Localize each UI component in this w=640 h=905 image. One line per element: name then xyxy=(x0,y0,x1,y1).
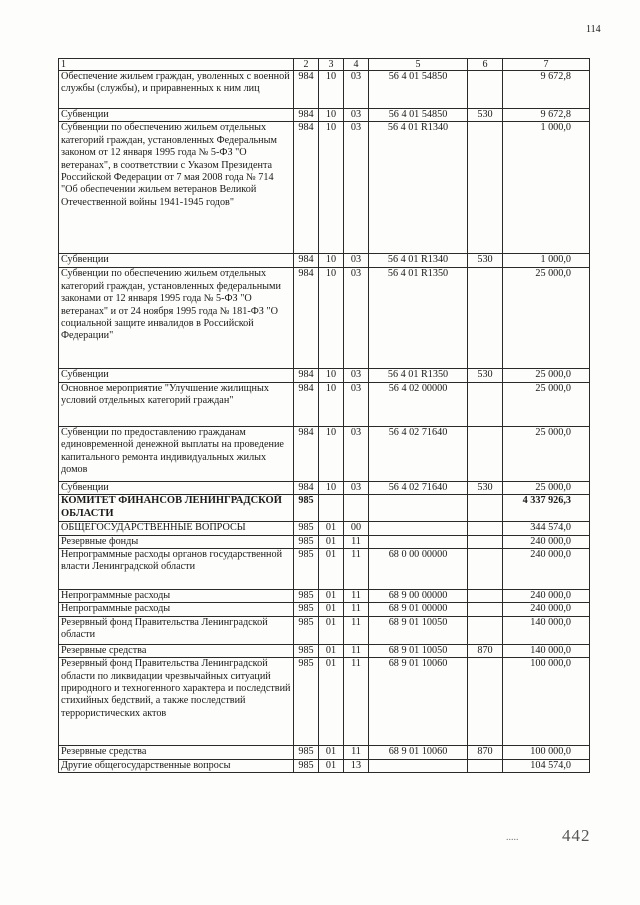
cell-vr xyxy=(468,535,503,548)
cell-csr: 56 4 01 R1350 xyxy=(369,369,468,382)
cell-vr: 530 xyxy=(468,481,503,494)
cell-vr xyxy=(468,603,503,616)
cell-adm: 985 xyxy=(294,590,319,603)
cell-rz: 10 xyxy=(319,254,344,268)
cell-sum: 9 672,8 xyxy=(503,71,590,109)
table-row xyxy=(59,268,590,369)
cell-adm: 985 xyxy=(294,535,319,548)
cell-adm: 985 xyxy=(294,549,319,590)
cell-name: Субвенции xyxy=(59,369,294,382)
col-header-4: 4 xyxy=(344,59,369,71)
cell-csr: 68 9 00 00000 xyxy=(369,590,468,603)
cell-name: Субвенции по обеспечению жильем отдельных категорий граждан, установленных федеральными законами от 12 января 1995 года № 5-ФЗ "О ветеранах" и от 24 ноября 1995 года № 181-ФЗ "О социальной защите инвалидов в Российской Федерации" xyxy=(59,268,294,369)
table-row xyxy=(59,535,590,548)
col-header-6: 6 xyxy=(468,59,503,71)
cell-vr: 530 xyxy=(468,369,503,382)
cell-rz: 01 xyxy=(319,549,344,590)
cell-csr: 68 0 00 00000 xyxy=(369,549,468,590)
cell-pr: 11 xyxy=(344,658,369,746)
table-row xyxy=(59,426,590,481)
cell-rz: 01 xyxy=(319,616,344,644)
table-row xyxy=(59,71,590,109)
cell-sum: 100 000,0 xyxy=(503,746,590,759)
cell-name: Резервный фонд Правительства Ленинградской области xyxy=(59,616,294,644)
cell-csr: 56 4 01 54850 xyxy=(369,109,468,122)
cell-rz: 10 xyxy=(319,382,344,426)
cell-pr xyxy=(344,495,369,522)
table-row xyxy=(59,122,590,254)
table-row xyxy=(59,382,590,426)
cell-name: Непрограммные расходы органов государственной власти Ленинградской области xyxy=(59,549,294,590)
table-row xyxy=(59,369,590,382)
cell-csr: 56 4 02 00000 xyxy=(369,382,468,426)
cell-rz: 01 xyxy=(319,644,344,657)
cell-pr: 11 xyxy=(344,616,369,644)
cell-vr xyxy=(468,122,503,254)
cell-rz: 10 xyxy=(319,268,344,369)
cell-name: Основное мероприятие "Улучшение жилищных условий отдельных категорий граждан" xyxy=(59,382,294,426)
cell-csr xyxy=(369,759,468,772)
cell-name: Резервные средства xyxy=(59,644,294,657)
table-row xyxy=(59,590,590,603)
cell-pr: 13 xyxy=(344,759,369,772)
cell-name: Непрограммные расходы xyxy=(59,590,294,603)
cell-csr: 56 4 01 R1340 xyxy=(369,122,468,254)
table-row xyxy=(59,109,590,122)
col-header-5: 5 xyxy=(369,59,468,71)
cell-csr: 68 9 01 10050 xyxy=(369,644,468,657)
table-row xyxy=(59,644,590,657)
cell-adm: 984 xyxy=(294,122,319,254)
cell-adm: 985 xyxy=(294,658,319,746)
cell-rz: 01 xyxy=(319,603,344,616)
page-stamp: 442 xyxy=(562,826,591,845)
cell-vr: 530 xyxy=(468,254,503,268)
cell-sum: 9 672,8 xyxy=(503,109,590,122)
cell-name: Субвенции xyxy=(59,109,294,122)
cell-rz: 01 xyxy=(319,658,344,746)
cell-sum: 344 574,0 xyxy=(503,522,590,535)
cell-pr: 03 xyxy=(344,426,369,481)
cell-csr xyxy=(369,495,468,522)
table-row xyxy=(59,658,590,746)
table-row xyxy=(59,616,590,644)
dots-decoration: ..... xyxy=(506,832,519,843)
cell-name: Резервный фонд Правительства Ленинградской области по ликвидации чрезвычайных ситуаций природного и техногенного характера и последствий стихийных бедствий, а также последствий террористических актов xyxy=(59,658,294,746)
cell-pr: 03 xyxy=(344,268,369,369)
cell-vr xyxy=(468,71,503,109)
cell-csr xyxy=(369,535,468,548)
cell-adm: 984 xyxy=(294,254,319,268)
cell-rz: 01 xyxy=(319,522,344,535)
cell-rz: 10 xyxy=(319,369,344,382)
cell-sum: 4 337 926,3 xyxy=(503,495,590,522)
cell-sum: 25 000,0 xyxy=(503,481,590,494)
cell-rz: 01 xyxy=(319,590,344,603)
cell-adm: 985 xyxy=(294,495,319,522)
cell-name: Резервные средства xyxy=(59,746,294,759)
cell-rz: 10 xyxy=(319,109,344,122)
budget-table xyxy=(58,58,590,773)
cell-sum: 240 000,0 xyxy=(503,535,590,548)
cell-adm: 985 xyxy=(294,746,319,759)
cell-name: Непрограммные расходы xyxy=(59,603,294,616)
cell-adm: 984 xyxy=(294,71,319,109)
cell-vr xyxy=(468,658,503,746)
cell-adm: 985 xyxy=(294,759,319,772)
cell-vr xyxy=(468,426,503,481)
cell-pr: 03 xyxy=(344,382,369,426)
cell-pr: 03 xyxy=(344,481,369,494)
cell-sum: 240 000,0 xyxy=(503,549,590,590)
table-row xyxy=(59,759,590,772)
cell-vr: 870 xyxy=(468,746,503,759)
table-row xyxy=(59,481,590,494)
cell-rz: 01 xyxy=(319,746,344,759)
cell-rz: 10 xyxy=(319,481,344,494)
cell-name: Обеспечение жильем граждан, уволенных с военной службы (службы), и приравненных к ним лиц xyxy=(59,71,294,109)
cell-pr: 11 xyxy=(344,603,369,616)
cell-rz: 10 xyxy=(319,122,344,254)
cell-vr xyxy=(468,268,503,369)
cell-adm: 985 xyxy=(294,603,319,616)
cell-adm: 984 xyxy=(294,109,319,122)
cell-sum: 100 000,0 xyxy=(503,658,590,746)
cell-pr: 00 xyxy=(344,522,369,535)
cell-vr xyxy=(468,382,503,426)
cell-csr: 56 4 01 54850 xyxy=(369,71,468,109)
cell-name: Субвенции xyxy=(59,481,294,494)
table-row xyxy=(59,549,590,590)
cell-vr: 530 xyxy=(468,109,503,122)
cell-pr: 03 xyxy=(344,369,369,382)
cell-csr: 56 4 01 R1340 xyxy=(369,254,468,268)
cell-name: Субвенции по предоставлению гражданам единовременной денежной выплаты на проведение капитального ремонта индивидуальных жилых домов xyxy=(59,426,294,481)
cell-name: Резервные фонды xyxy=(59,535,294,548)
table-row xyxy=(59,603,590,616)
cell-adm: 984 xyxy=(294,426,319,481)
cell-pr: 03 xyxy=(344,122,369,254)
cell-vr: 870 xyxy=(468,644,503,657)
cell-pr: 03 xyxy=(344,254,369,268)
cell-sum: 25 000,0 xyxy=(503,426,590,481)
cell-adm: 984 xyxy=(294,268,319,369)
table-row xyxy=(59,254,590,268)
col-header-1: 1 xyxy=(59,59,294,71)
cell-csr: 68 9 01 00000 xyxy=(369,603,468,616)
cell-csr: 68 9 01 10050 xyxy=(369,616,468,644)
table-body xyxy=(59,71,590,773)
cell-vr xyxy=(468,616,503,644)
cell-name: Субвенции по обеспечению жильем отдельных категорий граждан, установленных Федеральным законом от 12 января 1995 года № 5-ФЗ "О ветеранах", в соответствии с Указом Президента Российской Федерации от 7 мая 2008 года № 714 "Об обеспечении жильем ветеранов Великой Отечественной войны 1941-1945 годов" xyxy=(59,122,294,254)
cell-rz: 01 xyxy=(319,535,344,548)
cell-pr: 11 xyxy=(344,549,369,590)
cell-sum: 1 000,0 xyxy=(503,122,590,254)
cell-sum: 140 000,0 xyxy=(503,616,590,644)
cell-rz: 10 xyxy=(319,426,344,481)
cell-sum: 25 000,0 xyxy=(503,382,590,426)
cell-vr xyxy=(468,522,503,535)
cell-vr xyxy=(468,590,503,603)
cell-sum: 240 000,0 xyxy=(503,603,590,616)
cell-csr: 56 4 02 71640 xyxy=(369,481,468,494)
cell-sum: 1 000,0 xyxy=(503,254,590,268)
cell-pr: 11 xyxy=(344,590,369,603)
cell-rz xyxy=(319,495,344,522)
cell-adm: 984 xyxy=(294,382,319,426)
cell-name: Субвенции xyxy=(59,254,294,268)
col-header-3: 3 xyxy=(319,59,344,71)
cell-csr: 56 4 01 R1350 xyxy=(369,268,468,369)
cell-csr: 68 9 01 10060 xyxy=(369,746,468,759)
cell-vr xyxy=(468,495,503,522)
cell-rz: 01 xyxy=(319,759,344,772)
cell-pr: 03 xyxy=(344,109,369,122)
cell-pr: 11 xyxy=(344,644,369,657)
cell-pr: 03 xyxy=(344,71,369,109)
cell-csr xyxy=(369,522,468,535)
cell-adm: 984 xyxy=(294,481,319,494)
cell-sum: 240 000,0 xyxy=(503,590,590,603)
col-header-2: 2 xyxy=(294,59,319,71)
cell-sum: 25 000,0 xyxy=(503,268,590,369)
col-header-7: 7 xyxy=(503,59,590,71)
cell-vr xyxy=(468,549,503,590)
table-row xyxy=(59,522,590,535)
cell-sum: 140 000,0 xyxy=(503,644,590,657)
cell-rz: 10 xyxy=(319,71,344,109)
header-row xyxy=(59,59,590,71)
cell-adm: 985 xyxy=(294,616,319,644)
cell-pr: 11 xyxy=(344,535,369,548)
cell-sum: 25 000,0 xyxy=(503,369,590,382)
table-row xyxy=(59,495,590,522)
cell-csr: 56 4 02 71640 xyxy=(369,426,468,481)
page-number: 114 xyxy=(586,24,601,35)
cell-csr: 68 9 01 10060 xyxy=(369,658,468,746)
cell-name: КОМИТЕТ ФИНАНСОВ ЛЕНИНГРАДСКОЙ ОБЛАСТИ xyxy=(59,495,294,522)
cell-pr: 11 xyxy=(344,746,369,759)
cell-adm: 985 xyxy=(294,644,319,657)
cell-adm: 985 xyxy=(294,522,319,535)
cell-name: ОБЩЕГОСУДАРСТВЕННЫЕ ВОПРОСЫ xyxy=(59,522,294,535)
cell-name: Другие общегосударственные вопросы xyxy=(59,759,294,772)
table-row xyxy=(59,746,590,759)
cell-vr xyxy=(468,759,503,772)
cell-sum: 104 574,0 xyxy=(503,759,590,772)
cell-adm: 984 xyxy=(294,369,319,382)
